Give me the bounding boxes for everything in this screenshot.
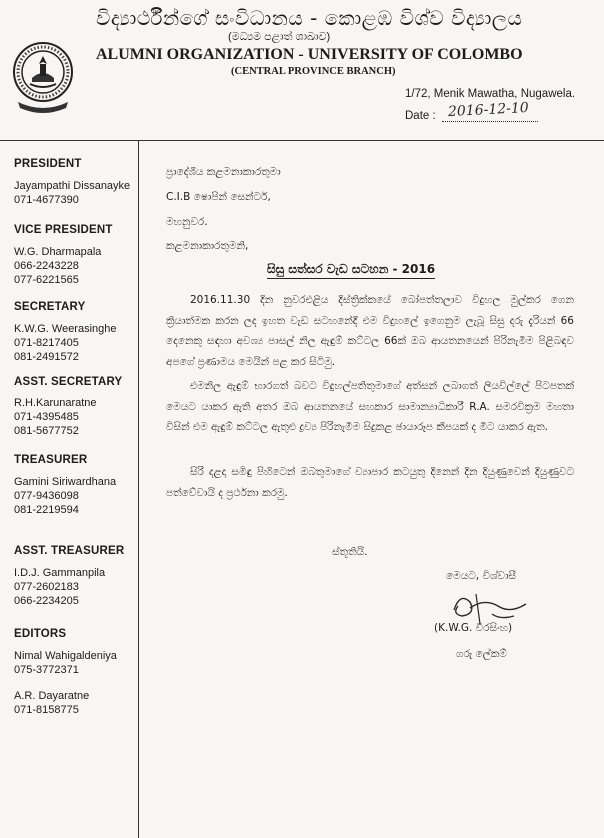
sidebar-divider <box>138 140 139 838</box>
letter-paragraph: එමනිල ඇඳුම් භාරගත් බවට විදුහල්පතිතුමාගේ අත්සන් ලබාගත් ලියවිල්ලේ පිටපතක් මෙයට යාකර ඇති අතර ඔබ ආයතනයේ සහකාර සාමාන්‍යාධිකාරී R.A. සමරවික්‍රම මහතා විසින් එම ඇඳුම් කට්ටල ඇතුළු ද්‍රව්‍ය පිරිනැමීම සිදුකළ ඡායාරූප කීපයක් ද මීට යාකර ඇත. <box>166 380 574 433</box>
letterhead-title-english: ALUMNI ORGANIZATION - UNIVERSITY OF COLOMBO <box>96 46 523 63</box>
officer-phone: 077-2602183 <box>14 581 79 593</box>
signer-title: ගරු ලේකම් <box>456 648 507 660</box>
officer-role: ASST. TREASURER <box>14 545 125 557</box>
recipient-line: ප්‍රාදේශීය කළමනාකාරතුමා <box>166 166 281 178</box>
officer-phone: 077-9436098 <box>14 490 79 502</box>
officer-role: VICE PRESIDENT <box>14 224 113 236</box>
officer-phone: 077-6221565 <box>14 274 79 286</box>
salutation: කළමනාකාරතුමනි, <box>166 240 249 252</box>
officer-phone: 075-3772371 <box>14 664 79 676</box>
recipient-line: මහනුවර. <box>166 216 208 228</box>
letter-paragraph: 2016.11.30 දින නුවරඑළිය දිස්ත්‍රික්කයේ බෝපත්තලාව විදුහල මුල්කර ගෙන ක්‍රියාත්මක කරන ලද ඉහත වැඩ සටහනේදී එම විදුහලේ ඉගෙනුම ලැබූ සිසු දරු දැරියන් 66 දෙනෙකු සඳහා අවශ්‍ය පාසල් නිල ඇඳුම් කට්ටල 66ක් ඔබ ආයතනයෙන් පිරිනැමීම පිළිබඳව අපගේ ප්‍රණාමය මෙයින් පළ කර සිටිමු. <box>166 294 574 368</box>
officer-name: I.D.J. Gammanpila <box>14 567 106 579</box>
officer-role: TREASURER <box>14 454 88 466</box>
officer-role: ASST. SECRETARY <box>14 376 123 388</box>
officer-phone: 071-8158775 <box>14 704 79 716</box>
officer-name: Gamini Siriwardhana <box>14 476 117 488</box>
officer-role: EDITORS <box>14 628 67 640</box>
date-dotted-line <box>442 121 538 122</box>
officer-phone: 066-2243228 <box>14 260 79 272</box>
officer-name: R.H.Karunaratne <box>14 397 97 409</box>
date-value-handwritten: 2016-12-10 <box>447 99 530 121</box>
letterhead-subtitle-sinhala: (මධ්‍යම පළාත් ශාඛාව) <box>228 31 331 43</box>
letter-paragraph: සිරි දළදා සමිඳු පිහිටෙන් ඔබතුමාගේ ව්‍යාපාර කටයුතු දිනෙන් දින දියුණුවෙන් දියුණුවට පත්වේවායි ද ප්‍රර්ථනා කරමු. <box>166 466 574 499</box>
letter-subject-heading: සිසු සත්සර වැඩ සටහන - 2016 <box>267 262 435 279</box>
letterhead-branch: (CENTRAL PROVINCE BRANCH) <box>231 66 396 77</box>
officer-phone: 081-5677752 <box>14 425 79 437</box>
recipient-line: C.I.B ෂොපින් සෙන්ටර්, <box>166 191 271 203</box>
officer-name: K.W.G. Weerasinghe <box>14 323 117 335</box>
thanks: ස්තූතියි. <box>332 546 368 558</box>
officer-phone: 071-4395485 <box>14 411 79 423</box>
officer-name: A.R. Dayaratne <box>14 690 90 702</box>
officer-phone: 081-2491572 <box>14 351 79 363</box>
officer-phone: 071-8217405 <box>14 337 79 349</box>
header-divider <box>0 140 604 141</box>
officer-name: W.G. Dharmapala <box>14 246 102 258</box>
closing: මෙයට, විශ්වාසී <box>446 570 517 582</box>
officer-phone: 071-4677390 <box>14 194 79 206</box>
officer-phone: 066-2234205 <box>14 595 79 607</box>
officer-role: SECRETARY <box>14 301 86 313</box>
officer-name: Jayampathi Dissanayke <box>14 180 131 192</box>
officer-name: Nimal Wahigaldeniya <box>14 650 117 662</box>
sender-address: 1/72, Menik Mawatha, Nugawela. <box>405 88 576 100</box>
officer-role: PRESIDENT <box>14 158 82 170</box>
university-seal-logo <box>12 40 74 114</box>
date-label: Date : <box>405 110 436 122</box>
officer-phone: 081-2219594 <box>14 504 79 516</box>
letterhead-title-sinhala: විද්‍යාර්ථීන්ගේ සංවිධානය - කොළඹ විශ්ව විද්‍යාලය <box>96 6 523 30</box>
signer-name: (K.W.G. වීරසිංහ) <box>434 622 513 634</box>
